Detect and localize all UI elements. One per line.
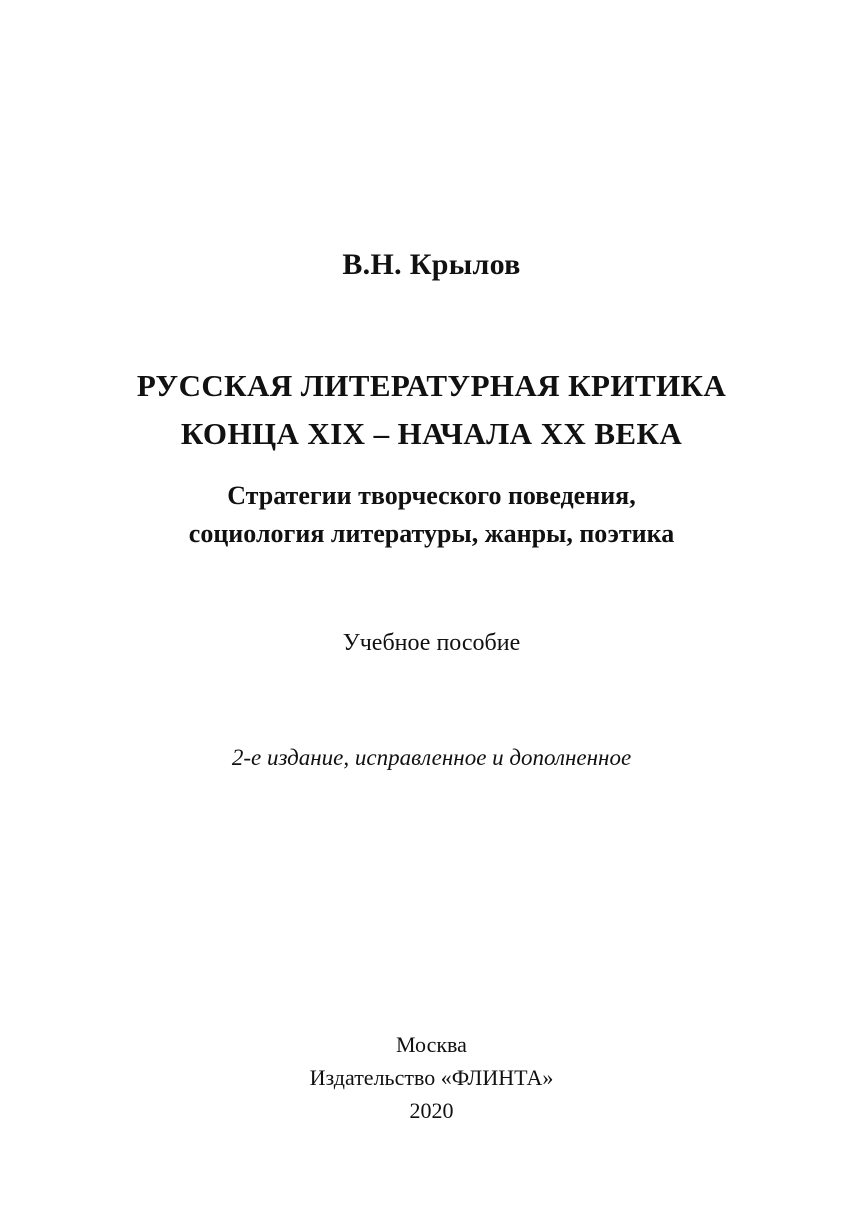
book-subtitle (0, 477, 863, 553)
imprint-city: Москва (396, 1032, 467, 1057)
imprint-year: 2020 (409, 1098, 454, 1123)
book-subtitle-line-1: Стратегии творческого поведения, (227, 481, 636, 510)
publication-type: Учебное пособие (342, 630, 521, 656)
imprint (0, 1028, 863, 1127)
book-subtitle-line-2: социология литературы, жанры, поэтика (188, 519, 675, 548)
author-name: В.Н. Крылов (342, 248, 521, 281)
book-title-line-1: РУССКАЯ ЛИТЕРАТУРНАЯ КРИТИКА (136, 368, 727, 403)
edition-note: 2-е издание, исправленное и дополненное (231, 745, 632, 770)
imprint-publisher: Издательство «ФЛИНТА» (309, 1065, 554, 1090)
book-title (0, 362, 863, 458)
book-title-line-2: КОНЦА XIX – НАЧАЛА XX ВЕКА (180, 416, 683, 451)
